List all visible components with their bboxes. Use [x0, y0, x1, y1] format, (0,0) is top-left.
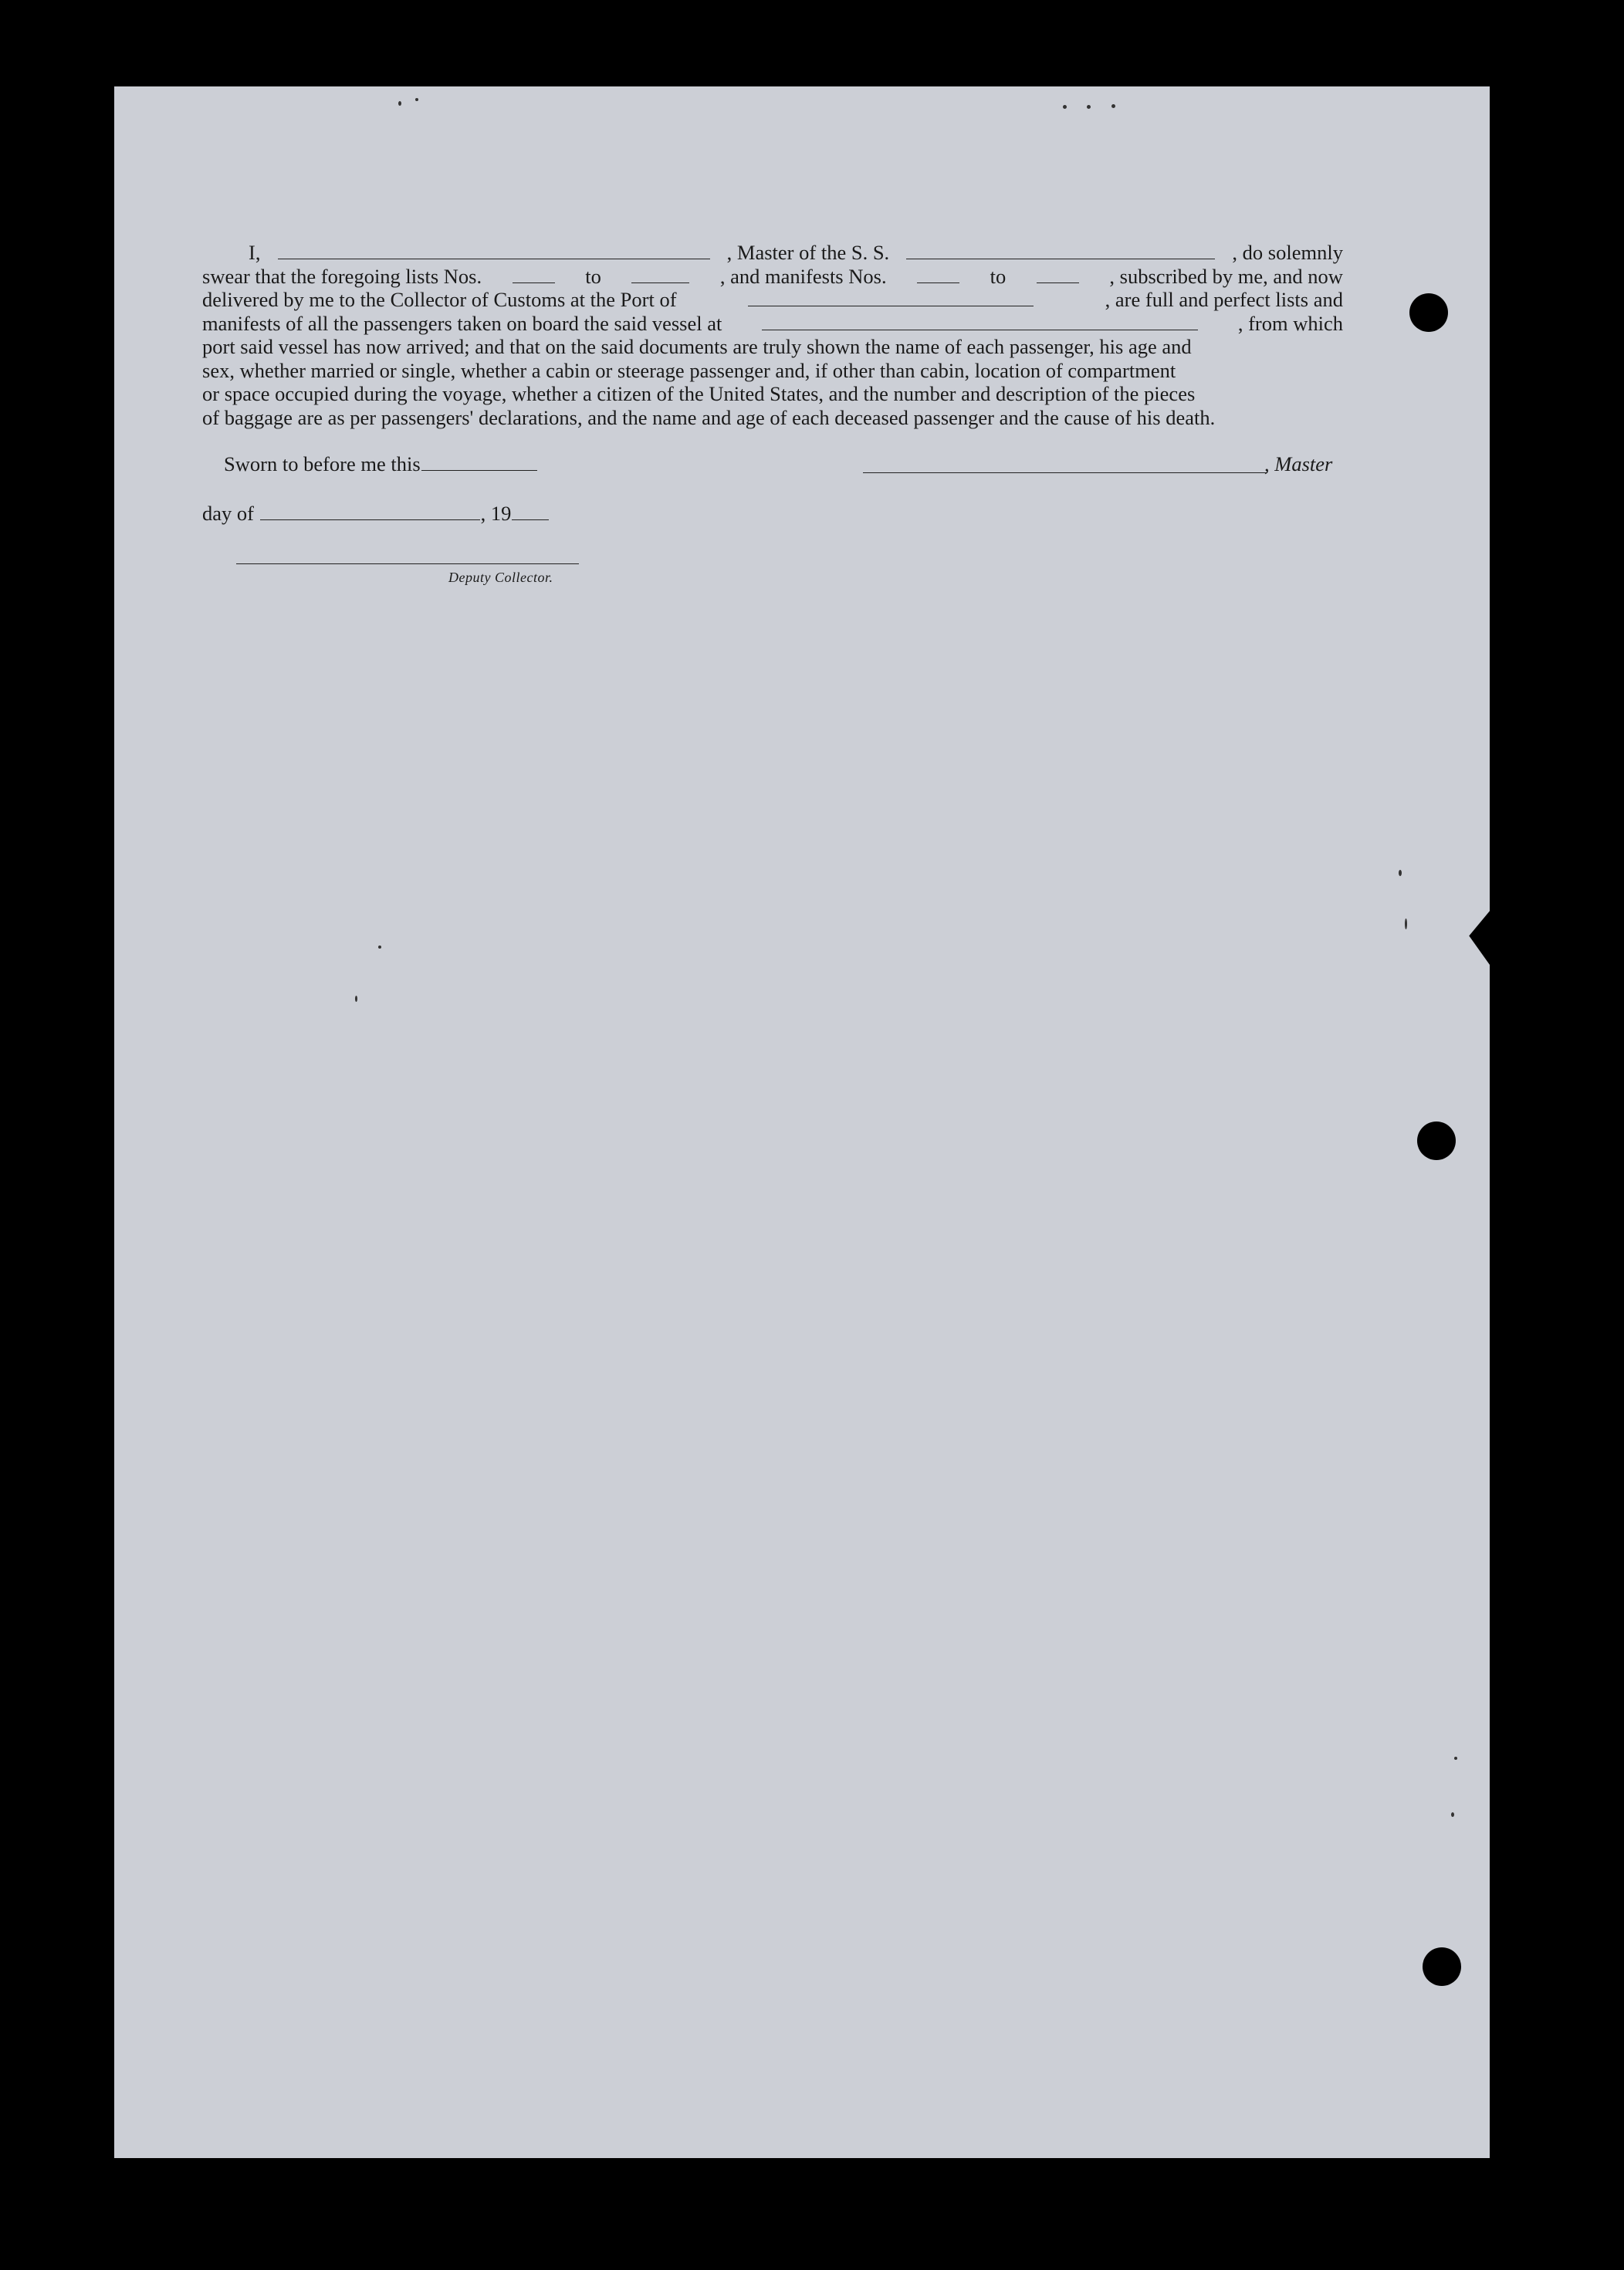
year-blank: [512, 504, 549, 520]
punch-hole-middle: [1417, 1121, 1456, 1160]
oath-line-3: [202, 288, 1343, 312]
from-which-text: , from which: [1237, 311, 1343, 335]
mark-speck: [1454, 1757, 1457, 1760]
sworn-text: Sworn to before me this: [224, 452, 421, 475]
month-blank: [260, 504, 480, 520]
manifests-text: , and manifests Nos.: [719, 264, 887, 288]
mark-speck: [378, 946, 381, 949]
mark-speck: [1063, 105, 1067, 109]
departure-port-blank: [762, 314, 1198, 330]
oath-line-5-text: port said vessel has now arrived; and that on the said documents are truly shown the name of each passenger, his age and: [202, 335, 1192, 358]
list-to-blank: [631, 267, 689, 283]
mark-speck: [1405, 918, 1407, 929]
to-text-1: to: [585, 264, 601, 288]
oath-pronoun: I,: [249, 241, 261, 264]
deputy-signature-line: [236, 563, 579, 564]
mark-speck: [398, 101, 401, 106]
to-text-2: to: [990, 264, 1007, 288]
deputy-collector-label: Deputy Collector.: [448, 570, 553, 585]
manifest-from-blank: [917, 267, 959, 283]
oath-line-8-text: of baggage are as per passengers' declarations, and the name and age of each deceased passenger and the cause of his death.: [202, 405, 1216, 429]
punch-hole-bottom: [1423, 1947, 1461, 1986]
master-signature-line: [863, 472, 1267, 473]
master-of-text: , Master of the S. S.: [726, 241, 890, 264]
oath-line-1: [202, 241, 1343, 265]
oath-line-5: [202, 335, 1343, 359]
oath-line-6: [202, 359, 1343, 383]
day-of-line: [202, 502, 550, 526]
port-blank: [748, 290, 1034, 306]
delivered-text: delivered by me to the Collector of Customs at the Port of: [202, 288, 677, 311]
oath-line-8: [202, 406, 1343, 430]
mark-speck: [355, 996, 357, 1002]
oath-line-7: [202, 382, 1343, 406]
sworn-day-blank: [421, 455, 537, 471]
lists-text: swear that the foregoing lists Nos.: [202, 264, 482, 288]
mark-speck: [415, 98, 418, 101]
do-solemnly-text: , do solemnly: [1232, 241, 1343, 264]
master-name-blank: [278, 243, 710, 259]
oath-line-6-text: sex, whether married or single, whether a cabin or steerage passenger and, if other than cabin, location of compartment: [202, 358, 1176, 382]
oath-line-7-text: or space occupied during the voyage, whether a citizen of the United States, and the number and description of the pieces: [202, 382, 1196, 405]
sworn-before-label: [224, 452, 538, 476]
punch-hole-top: [1409, 293, 1448, 332]
list-from-blank: [513, 267, 555, 283]
mark-speck: [1399, 870, 1402, 876]
mark-speck: [1451, 1812, 1454, 1817]
oath-line-4: [202, 312, 1343, 336]
mark-speck: [1111, 104, 1115, 108]
day-of-text: day of: [202, 502, 254, 525]
year-prefix-text: , 19: [480, 502, 512, 525]
manifests-all-text: manifests of all the passengers taken on board the said vessel at: [202, 311, 722, 335]
mark-speck: [1087, 105, 1091, 109]
subscribed-text: , subscribed by me, and now: [1109, 264, 1343, 288]
oath-line-2: [202, 265, 1343, 289]
oath-paragraph: [202, 241, 1343, 429]
vessel-name-blank: [906, 243, 1215, 259]
master-label: , Master: [1264, 452, 1333, 475]
manifest-to-blank: [1037, 267, 1079, 283]
full-perfect-text: , are full and perfect lists and: [1105, 288, 1343, 311]
